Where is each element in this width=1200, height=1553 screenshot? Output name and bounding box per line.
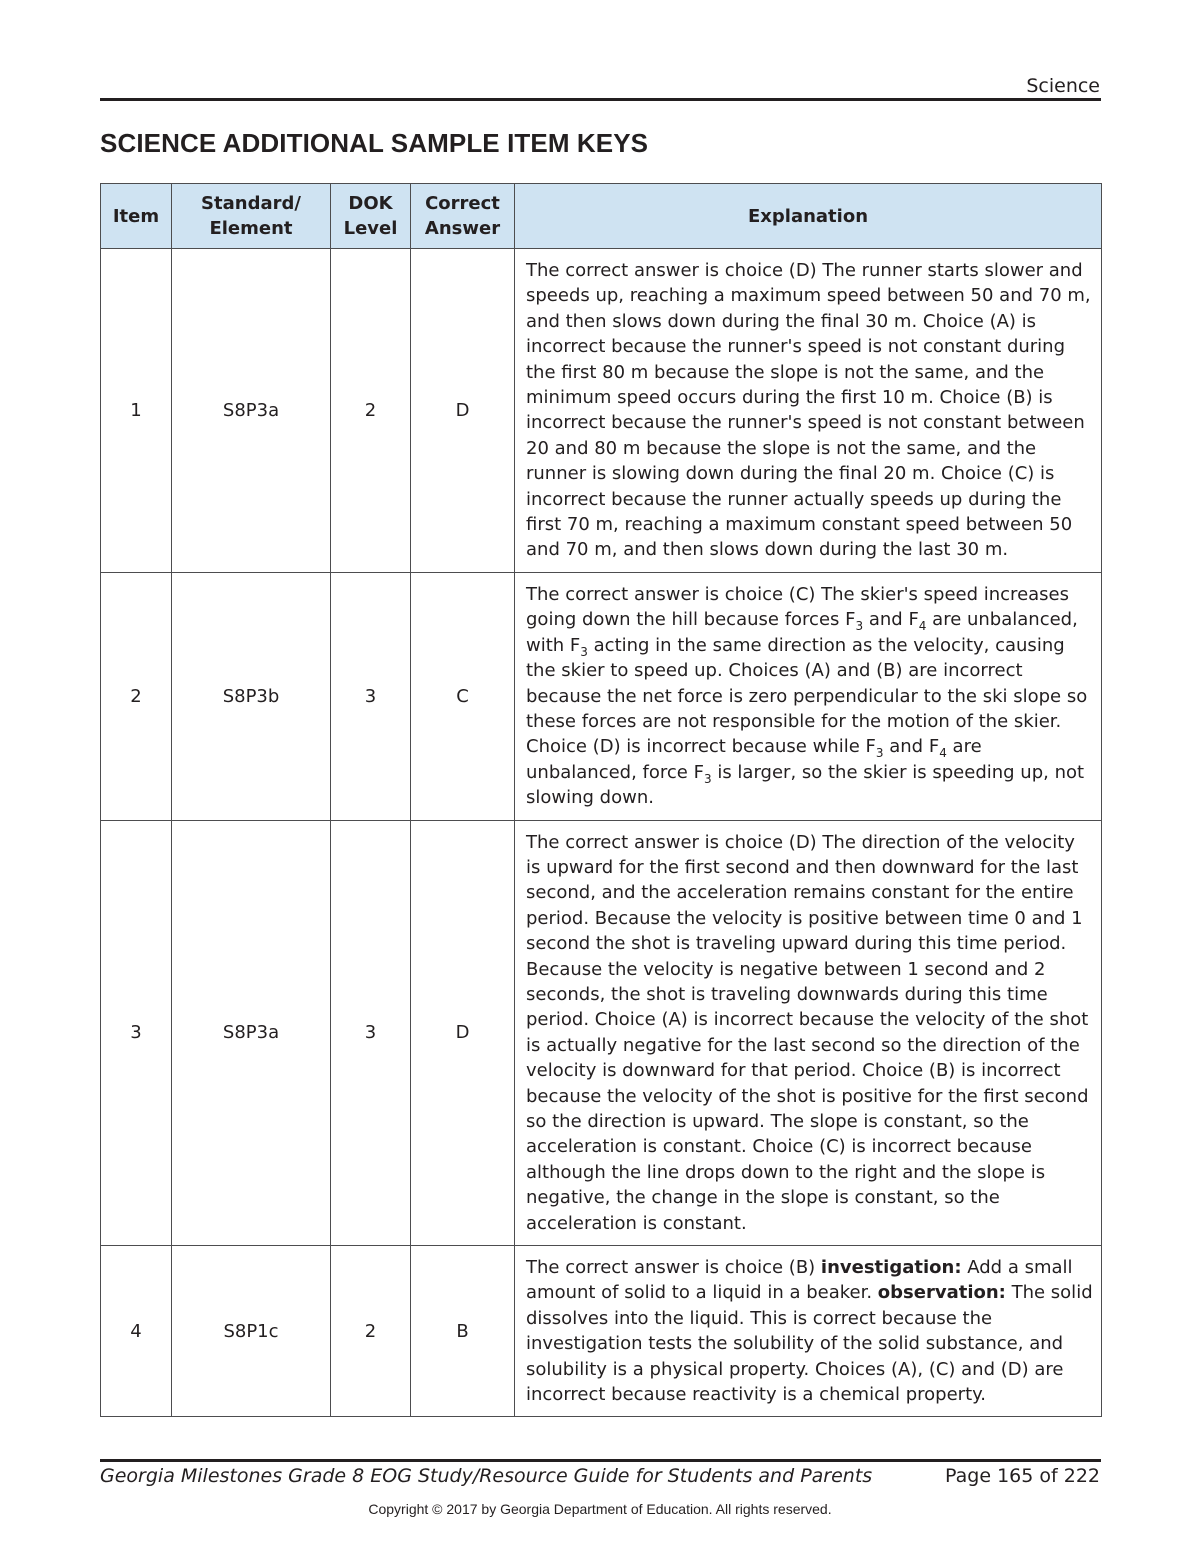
dok-cell: 3: [331, 572, 411, 820]
footer-guide-title: Georgia Milestones Grade 8 EOG Study/Resource Guide for Students and Parents: [100, 1465, 873, 1487]
running-head: Science: [1026, 75, 1100, 97]
standard-cell: S8P1c: [172, 1246, 331, 1417]
explanation-cell: The correct answer is choice (D) The runner starts slower and speeds up, reaching a maximum speed between 50 and 70 m, and then slows down during the final 30 m. Choice (A) is incorrect because the runner's speed is not constant during the first 80 m because the slope is not the same, and the minimum speed occurs during the first 10 m. Choice (B) is incorrect because the runner's speed is not constant between 20 and 80 m because the slope is not the same, and the runner is slowing down during the final 20 m. Choice (C) is incorrect because the runner actually speeds up during the first 70 m, reaching a maximum constant speed between 50 and 70 m, and then slows down during the last 30 m.: [515, 249, 1102, 573]
explanation-cell: The correct answer is choice (B) investigation: Add a small amount of solid to a liquid in a beaker. observation: The solid dissolves into the liquid. This is correct because the investigation tests the solubility of the solid substance, and solubility is a physical property. Choices (A), (C) and (D) are incorrect because reactivity is a chemical property.: [515, 1246, 1102, 1417]
answer-cell: D: [411, 249, 515, 573]
table-row: [101, 249, 1102, 573]
header-rule: [100, 98, 1101, 101]
header-item: Item: [101, 184, 172, 249]
header-explanation: Explanation: [515, 184, 1102, 249]
answer-cell: B: [411, 1246, 515, 1417]
standard-cell: S8P3b: [172, 572, 331, 820]
page-number: Page 165 of 222: [945, 1465, 1100, 1487]
item-number: 2: [101, 572, 172, 820]
page-title: SCIENCE ADDITIONAL SAMPLE ITEM KEYS: [100, 128, 649, 158]
copyright-notice: Copyright © 2017 by Georgia Department of Education. All rights reserved.: [368, 1501, 832, 1517]
answer-cell: C: [411, 572, 515, 820]
standard-cell: S8P3a: [172, 820, 331, 1246]
header-dok: DOK Level: [331, 184, 411, 249]
table-row: [101, 1246, 1102, 1417]
item-number: 3: [101, 820, 172, 1246]
dok-cell: 3: [331, 820, 411, 1246]
footer-rule: [100, 1459, 1101, 1462]
explanation-cell: The correct answer is choice (C) The skier's speed increases going down the hill because forces $F_3$ and $F_4$ are unbalanced, with $F_3$ acting in the same direction as the velocity, causing the skier to speed up. Choices (A) and (B) are incorrect because the net force is zero perpendicular to the ski slope so these forces are not responsible for the motion of the skier. Choice (D) is incorrect because while $F_3$ and $F_4$ are unbalanced, force $F_3$ is larger, so the skier is speeding up, not slowing down.: [515, 572, 1102, 820]
header-standard: Standard/ Element: [172, 184, 331, 249]
standard-cell: S8P3a: [172, 249, 331, 573]
item-number: 4: [101, 1246, 172, 1417]
dok-cell: 2: [331, 249, 411, 573]
answer-cell: D: [411, 820, 515, 1246]
explanation-cell: The correct answer is choice (D) The direction of the velocity is upward for the first second and then downward for the last second, and the acceleration remains constant for the entire period. Because the velocity is positive between time 0 and 1 second the shot is traveling upward during this time period. Because the velocity is negative between 1 second and 2 seconds, the shot is traveling downwards during this time period. Choice (A) is incorrect because the velocity of the shot is actually negative for the last second so the direction of the velocity is downward for that period. Choice (B) is incorrect because the velocity of the shot is positive for the first second so the direction is upward. The slope is constant, so the acceleration is constant. Choice (C) is incorrect because although the line drops down to the right and the slope is negative, the change in the slope is constant, so the acceleration is constant.: [515, 820, 1102, 1246]
item-keys-table: [100, 183, 1102, 1417]
table-header-row: [101, 184, 1102, 249]
item-number: 1: [101, 249, 172, 573]
table-row: [101, 820, 1102, 1246]
table-row: [101, 572, 1102, 820]
dok-cell: 2: [331, 1246, 411, 1417]
header-correct-answer: Correct Answer: [411, 184, 515, 249]
